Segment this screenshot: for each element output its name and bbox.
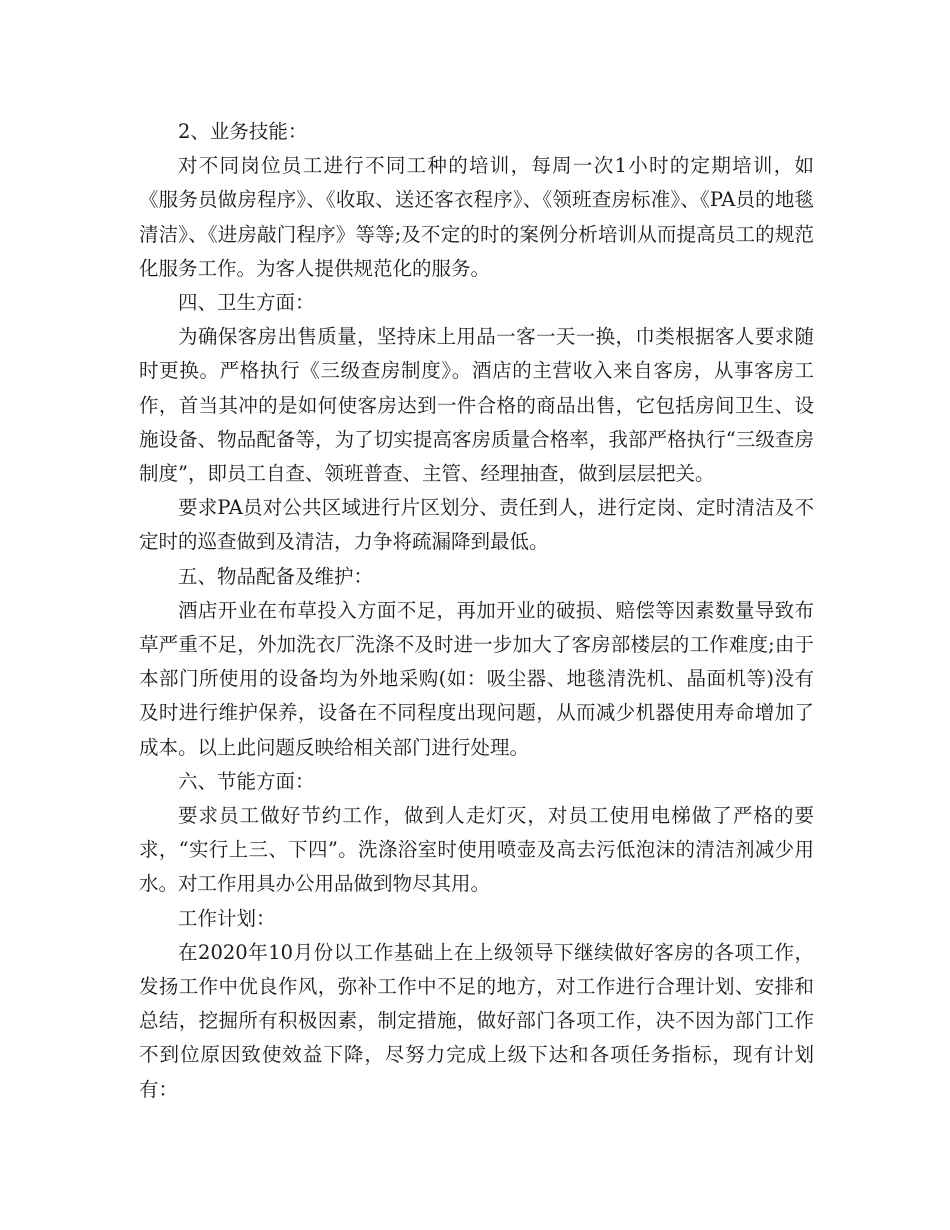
heading-supplies-maintenance: 五、物品配备及维护：: [178, 564, 374, 588]
heading-business-skills: 2、业务技能：: [178, 120, 308, 143]
paragraph-room-quality: 为确保客房出售质量，坚持床上用品一客一天一换，巾类根据客人要求随时更换。严格执行《三级查房制度》。酒店的主营收入来自客房，从事客房工作，首当其冲的是如何使客房达到一件合格的商品出售，它包括房间卫生、设施设备、物品配备等，为了切实提高客房质量合格率，我部严格执行“三级查房制度”，即员工自查、领班普查、主管、经理抽查，做到层层把关。: [139, 325, 814, 486]
paragraph-linen-equipment: 酒店开业在布草投入方面不足，再加开业的破损、赔偿等因素数量导致布草严重不足，外加洗衣厂洗涤不及时进一步加大了客房部楼层的工作难度;由于本部门所使用的设备均为外地采购(如：吸尘器、地毯清洗机、晶面机等)没有及时进行维护保养，设备在不同程度出现问题，从而减少机器使用寿命增加了成本。以上此问题反映给相关部门进行处理。: [139, 598, 814, 759]
paragraph-pa-cleaning: 要求PA员对公共区域进行片区划分、责任到人，进行定岗、定时清洁及不定时的巡查做到及清洁，力争将疏漏降到最低。: [139, 496, 814, 554]
paragraph-training: 对不同岗位员工进行不同工种的培训，每周一次1小时的定期培训，如《服务员做房程序》、《收取、送还客衣程序》、《领班查房标准》、《PA员的地毯清洁》、《进房敲门程序》等等;及不定的时的案例分析培训从而提高员工的规范化服务工作。为客人提供规范化的服务。: [139, 154, 814, 280]
paragraph-work-plan: 在2020年10月份以工作基础上在上级领导下继续做好客房的各项工作，发扬工作中优良作风，弥补工作中不足的地方，对工作进行合理计划、安排和总结，挖掘所有积极因素，制定措施，做好部门各项工作，决不因为部门工作不到位原因致使效益下降，尽努力完成上级下达和各项任务指标，现有计划有：: [139, 940, 814, 1101]
heading-energy-saving: 六、节能方面：: [178, 769, 315, 793]
paragraph-energy-saving: 要求员工做好节约工作，做到人走灯灭，对员工使用电梯做了严格的要求，“实行上三、下四”。洗涤浴室时使用喷壶及高去污低泡沫的清洁剂减少用水。对工作用具办公用品做到物尽其用。: [139, 804, 814, 896]
heading-work-plan: 工作计划：: [178, 906, 276, 930]
document-body: [139, 115, 814, 1107]
heading-hygiene: 四、卫生方面：: [178, 291, 315, 315]
